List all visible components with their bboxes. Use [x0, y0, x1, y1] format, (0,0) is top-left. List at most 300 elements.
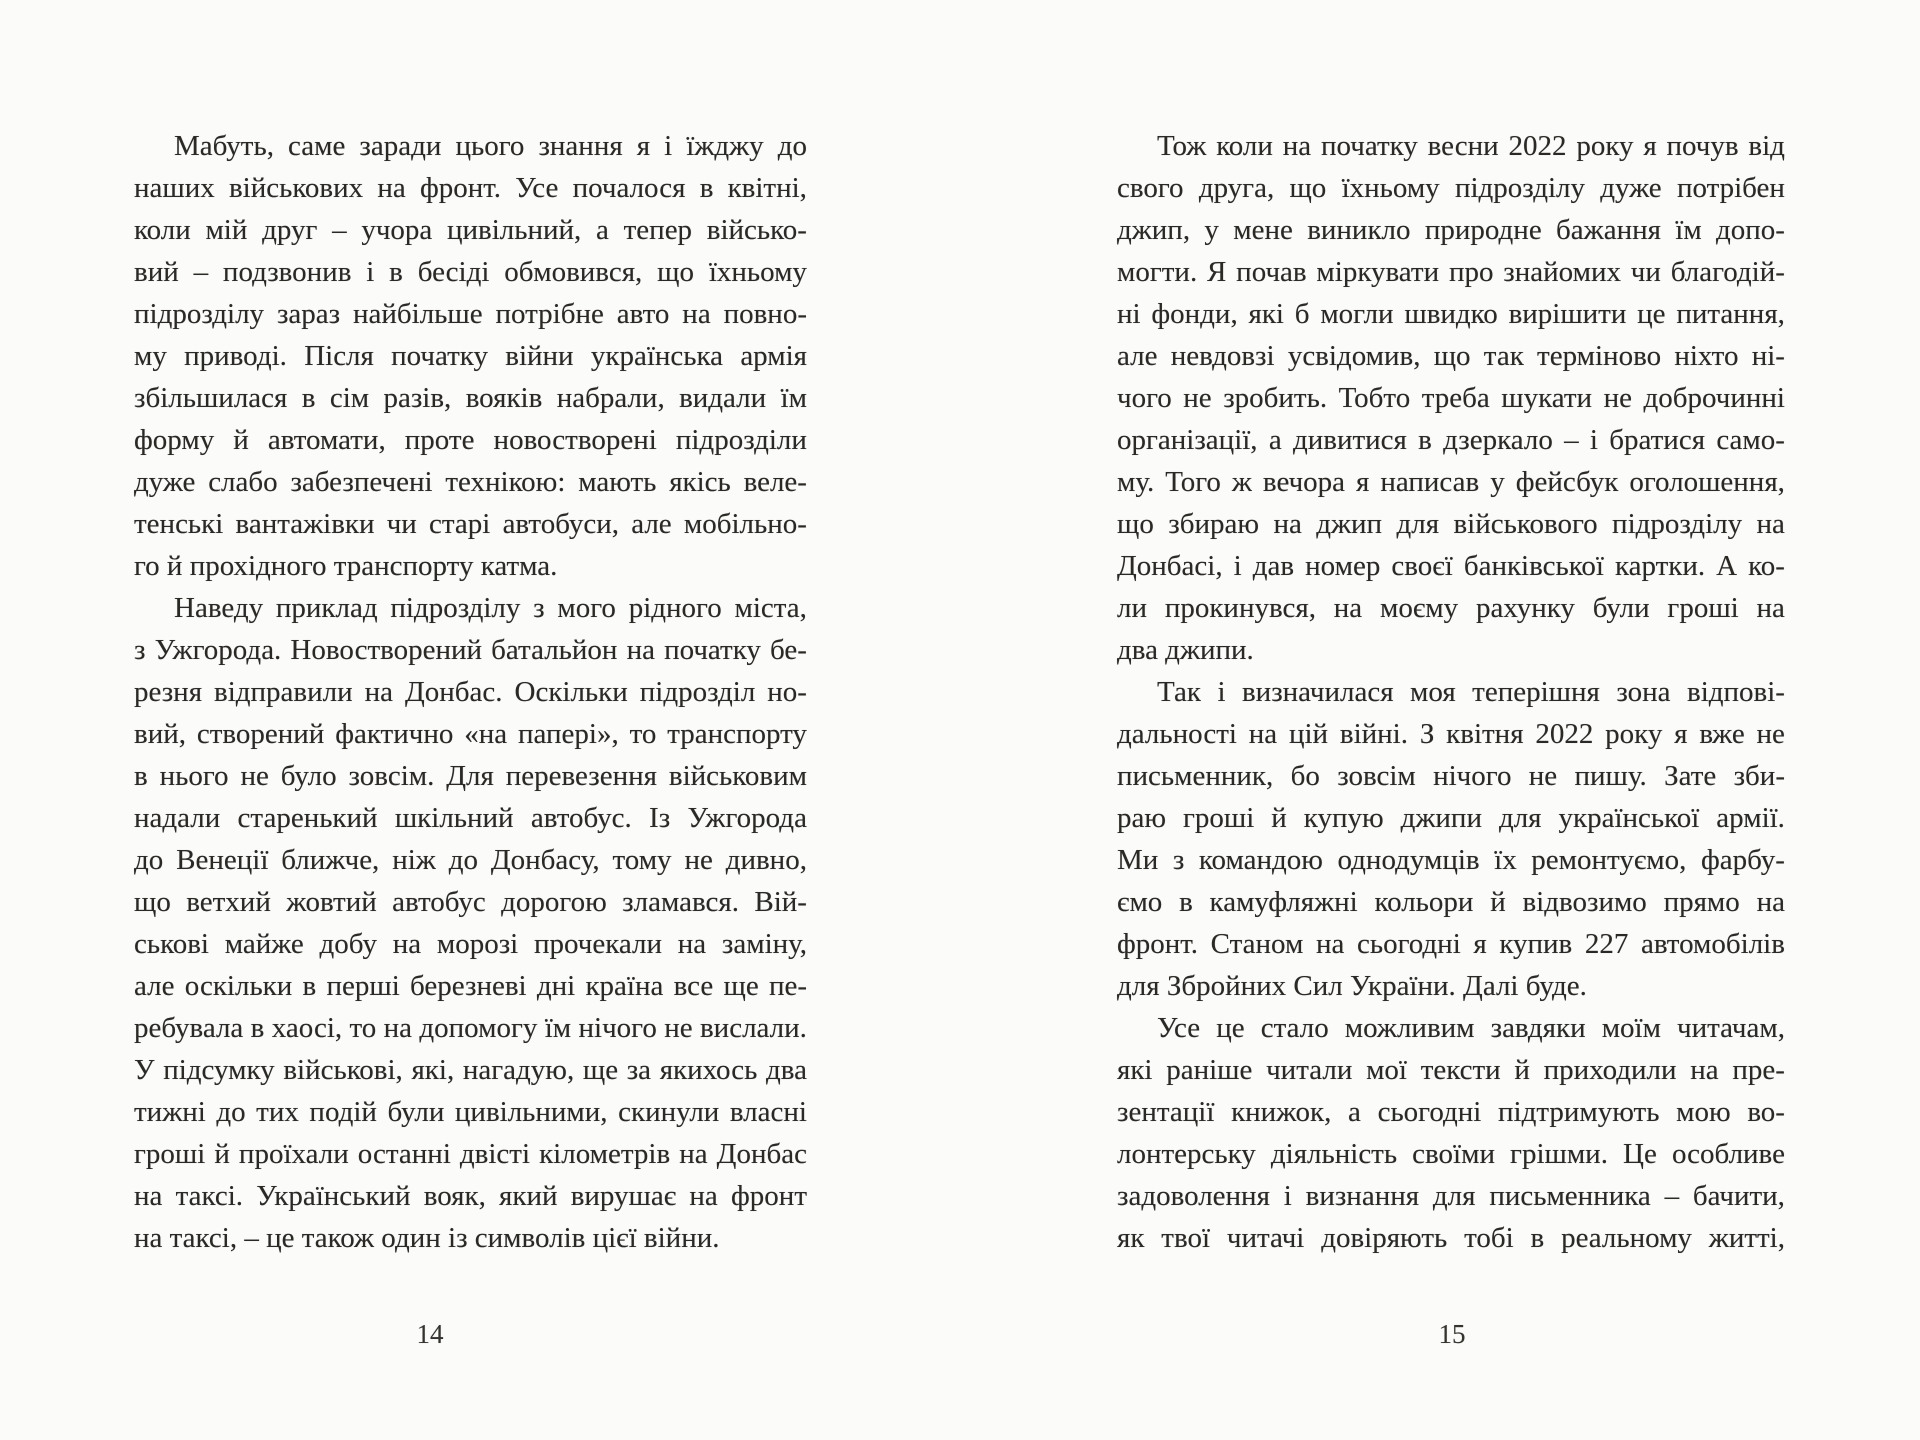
word: 2022: [1508, 130, 1567, 162]
word: вислали.: [699, 1012, 807, 1044]
word: подзвонив: [222, 256, 352, 288]
word: їхньому: [708, 256, 807, 288]
text-line: [1117, 797, 1785, 839]
text-line: [134, 209, 807, 251]
word: дуже: [134, 466, 196, 498]
word: Усе: [515, 172, 559, 204]
word: старенький: [237, 802, 378, 834]
word: і: [1283, 1180, 1292, 1212]
word: на: [1315, 928, 1345, 960]
word: на: [1756, 592, 1785, 624]
word: автобус.: [530, 802, 632, 834]
text-line: [134, 1049, 807, 1091]
word: ветхий: [186, 886, 271, 918]
word: військо-: [706, 214, 807, 246]
word: все: [673, 970, 714, 1002]
word: ближче,: [281, 844, 380, 876]
word: ні-: [1751, 340, 1785, 372]
word: Після: [304, 340, 374, 372]
word: 227: [1584, 928, 1629, 960]
text-line: [134, 629, 807, 671]
paragraph: [134, 125, 807, 587]
word: автомати,: [267, 424, 386, 456]
text-line: [134, 671, 807, 713]
word: ще: [582, 1054, 619, 1086]
word: якихось: [659, 1054, 758, 1086]
word: останні: [357, 1138, 451, 1170]
word: почав: [1236, 256, 1307, 288]
word: оголошення,: [1629, 466, 1785, 498]
word: а: [596, 214, 609, 246]
word: війни: [505, 340, 574, 372]
word: армії.: [1716, 802, 1785, 834]
text-line: [134, 251, 807, 293]
word: Наведу: [174, 592, 264, 624]
text-line: [1117, 1091, 1785, 1133]
word: в: [1530, 1222, 1545, 1254]
word: їм: [780, 382, 807, 414]
word: на: [1282, 130, 1312, 162]
word: наших: [134, 172, 215, 204]
word: я: [1356, 466, 1370, 498]
word: Зате: [1664, 760, 1717, 792]
word: в: [389, 256, 403, 288]
text-line: [1117, 923, 1785, 965]
word: читачі: [1226, 1222, 1305, 1254]
word: свого: [1117, 172, 1184, 204]
word: вирішити: [1508, 298, 1627, 330]
word: само-: [1716, 424, 1785, 456]
word: Донбас.: [404, 676, 503, 708]
word: почалося: [572, 172, 686, 204]
text-line: [134, 713, 807, 755]
word: проте: [404, 424, 475, 456]
word: збираю: [1168, 508, 1260, 540]
text-line: [134, 167, 807, 209]
word: з: [134, 634, 146, 666]
word: але: [631, 508, 672, 540]
word: за: [626, 1054, 652, 1086]
word: нагадую,: [462, 1054, 575, 1086]
word: треба: [1421, 382, 1490, 414]
word: зовсім: [1337, 760, 1416, 792]
word: морозі: [436, 928, 519, 960]
text-line: [134, 1007, 807, 1049]
word: на: [679, 1138, 708, 1170]
word: пе-: [768, 970, 807, 1002]
word: не: [1183, 382, 1212, 414]
word: Станом: [1210, 928, 1304, 960]
word: їм: [1675, 214, 1702, 246]
paragraph: [1117, 671, 1785, 1007]
word: но-: [767, 676, 807, 708]
word: учора: [361, 214, 433, 246]
word: не: [684, 844, 713, 876]
word: цивільний,: [447, 214, 582, 246]
word: відвозимо: [1522, 886, 1647, 918]
word: й: [1271, 802, 1287, 834]
word: підрозділи: [675, 424, 807, 456]
text-line: [1117, 125, 1785, 167]
word: шкільний: [394, 802, 514, 834]
text-line: [1117, 671, 1785, 713]
word: не: [664, 1012, 693, 1044]
word: рахунку: [1475, 592, 1575, 624]
paragraph: [1117, 1007, 1785, 1259]
word: резня: [134, 676, 203, 708]
word: письменника: [1489, 1180, 1651, 1212]
word: тому: [612, 844, 672, 876]
text-line: [134, 881, 807, 923]
word: –: [1664, 1180, 1680, 1212]
word: не: [1756, 718, 1785, 750]
word: кілометрів: [539, 1138, 671, 1170]
word: фронт.: [1117, 928, 1199, 960]
text-line: [134, 419, 807, 461]
word: Український: [256, 1180, 411, 1212]
word: збільшилася: [134, 382, 288, 414]
word: які,: [411, 1054, 455, 1086]
word: квітня: [1446, 718, 1524, 750]
word: письменник,: [1117, 760, 1274, 792]
word: житті,: [1708, 1222, 1785, 1254]
word: початку: [391, 340, 488, 372]
word: і: [1589, 424, 1598, 456]
word: так: [1483, 340, 1524, 372]
word: почув: [1666, 130, 1739, 162]
word: до: [216, 1096, 246, 1128]
word: прочекали: [533, 928, 662, 960]
word: усвідомив,: [1287, 340, 1421, 372]
word: лонтерську: [1117, 1138, 1256, 1170]
word: можливим: [1344, 1012, 1475, 1044]
word: бе-: [770, 634, 807, 666]
word: слабо: [208, 466, 278, 498]
word: дні: [536, 970, 576, 1002]
word: то: [629, 718, 657, 750]
word: підтримують: [1498, 1096, 1660, 1128]
word: Усе: [1157, 1012, 1201, 1044]
word: швидко: [1404, 298, 1498, 330]
word: весни: [1427, 130, 1499, 162]
word: сьогодні: [1377, 1096, 1482, 1128]
word: чи: [386, 508, 417, 540]
word: допомогу: [419, 1012, 538, 1044]
word: зламався.: [622, 886, 739, 918]
word: до: [448, 844, 478, 876]
word: раніше: [1166, 1054, 1253, 1086]
word: надали: [134, 802, 221, 834]
word: то: [349, 1012, 377, 1044]
word: ко-: [1748, 550, 1785, 582]
word: форму: [134, 424, 215, 456]
word: власні: [729, 1096, 807, 1128]
word: оскільки: [184, 970, 293, 1002]
word: видали: [679, 382, 767, 414]
word: початку: [1320, 130, 1418, 162]
word: прямо: [1663, 886, 1740, 918]
word: допо-: [1716, 214, 1785, 246]
word: створений: [196, 718, 325, 750]
word: вояк,: [423, 1180, 486, 1212]
word: підрозділу: [1612, 508, 1743, 540]
word: мають: [578, 466, 657, 498]
word: і: [1233, 550, 1242, 582]
word: книжок,: [1231, 1096, 1332, 1128]
word: до: [777, 130, 807, 162]
text-line: [1117, 1175, 1785, 1217]
word: банківської: [1463, 550, 1604, 582]
text-line: [1117, 167, 1785, 209]
word: гроші: [134, 1138, 206, 1170]
word: для: [1396, 508, 1440, 540]
word: вантажівки: [235, 508, 375, 540]
word: вечора: [1262, 466, 1346, 498]
word: й: [214, 1138, 230, 1170]
word: як: [1117, 1222, 1145, 1254]
word: визначилася: [1241, 676, 1394, 708]
text-line: [1117, 713, 1785, 755]
word: перевезення: [505, 760, 657, 792]
word: раю: [1117, 802, 1167, 834]
word: подій: [309, 1096, 377, 1128]
word: і: [1217, 676, 1226, 708]
word: Донбасі,: [1117, 550, 1223, 582]
word: але: [134, 970, 175, 1002]
word: їм: [544, 1012, 572, 1044]
word: майже: [224, 928, 304, 960]
word: Із: [649, 802, 671, 834]
word: дальності: [1117, 718, 1237, 750]
word: мої: [1366, 1054, 1407, 1086]
text-line: [1117, 461, 1785, 503]
word: які: [1248, 298, 1284, 330]
word: Ми: [1117, 844, 1159, 876]
text-line: [134, 587, 807, 629]
word: ж: [1231, 466, 1252, 498]
word: фарбу-: [1700, 844, 1785, 876]
word: це: [1637, 298, 1666, 330]
word: чи: [1630, 256, 1661, 288]
word: перші: [326, 970, 400, 1002]
word: українська: [590, 340, 724, 372]
word: Тож: [1157, 130, 1207, 162]
word: во-: [1747, 1096, 1785, 1128]
word: цього: [455, 130, 525, 162]
word: не: [1603, 382, 1632, 414]
word: двісті: [459, 1138, 531, 1170]
text-line: [134, 839, 807, 881]
word: пишу.: [1574, 760, 1647, 792]
word: У: [134, 1054, 155, 1086]
text-line: [134, 923, 807, 965]
word: їх: [1494, 844, 1517, 876]
word: в: [134, 760, 148, 792]
text-line: [134, 293, 807, 335]
text-line: [134, 377, 807, 419]
word: таксі.: [175, 1180, 244, 1212]
word: фонди,: [1151, 298, 1238, 330]
word: технікою:: [445, 466, 566, 498]
word: жовтий: [286, 886, 377, 918]
word: ще: [723, 970, 759, 1002]
word: це: [1216, 1012, 1245, 1044]
word: про: [1448, 256, 1494, 288]
word: Донбас: [716, 1138, 807, 1170]
word: ли: [1117, 592, 1147, 624]
word: я: [1473, 928, 1487, 960]
word: відпові-: [1687, 676, 1785, 708]
text-line: [1117, 839, 1785, 881]
word: Венеції: [176, 844, 269, 876]
word: питання,: [1676, 298, 1785, 330]
word: заради: [359, 130, 442, 162]
word: на: [689, 1180, 718, 1212]
word: ємо: [1117, 886, 1163, 918]
word: разів,: [383, 382, 452, 414]
word: коли: [1216, 130, 1273, 162]
text-line: [1117, 209, 1785, 251]
word: сьогодні: [1356, 928, 1461, 960]
word: в: [699, 172, 714, 204]
word: який: [499, 1180, 558, 1212]
word: твої: [1161, 1222, 1211, 1254]
word: на: [626, 634, 655, 666]
word: автомобілів: [1640, 928, 1785, 960]
word: Ужгорода: [687, 802, 807, 834]
text-line: [1117, 419, 1785, 461]
word: української: [1558, 802, 1700, 834]
word: не: [1528, 760, 1558, 792]
word: були: [387, 1096, 445, 1128]
word: міркувати: [1316, 256, 1440, 288]
text-line: [134, 1133, 807, 1175]
word: підрозділу: [1454, 172, 1585, 204]
word: підрозділу: [390, 592, 521, 624]
word: на: [392, 928, 422, 960]
text-line: [134, 125, 807, 167]
word: для: [1432, 1180, 1476, 1212]
text-line: [134, 461, 807, 503]
word: доброчинні: [1643, 382, 1785, 414]
page-left-number: 14: [416, 1319, 444, 1349]
word: в: [250, 1012, 265, 1044]
word: а: [1268, 424, 1282, 456]
word: кольори: [1374, 886, 1474, 918]
word: дивно,: [725, 844, 807, 876]
word: організації,: [1117, 424, 1258, 456]
word: нічого: [1433, 760, 1512, 792]
word: ребувала: [134, 1012, 244, 1044]
word: моя: [1410, 676, 1456, 708]
word: камуфляжні: [1209, 886, 1358, 918]
word: забезпечені: [290, 466, 433, 498]
word: грішми.: [1510, 1138, 1608, 1170]
word: дуже: [1600, 172, 1662, 204]
word: їхньому: [1341, 172, 1440, 204]
word: задоволення: [1117, 1180, 1270, 1212]
word: фактично: [335, 718, 454, 750]
word: фейсбук: [1515, 466, 1619, 498]
word: війні.: [1339, 718, 1408, 750]
word: зовсім.: [348, 760, 435, 792]
word: джип,: [1117, 214, 1191, 246]
word: бачити,: [1692, 1180, 1785, 1212]
text-line: на таксі, – це також один із символів цієї війни.: [134, 1222, 720, 1254]
word: їжджу: [686, 130, 764, 162]
word: й: [233, 424, 249, 456]
paragraph: [134, 587, 807, 1259]
word: два: [766, 1054, 807, 1086]
text-line: два джипи.: [1117, 634, 1254, 666]
word: тих: [256, 1096, 299, 1128]
page-right-text: [1117, 125, 1785, 1259]
word: знайомих: [1503, 256, 1621, 288]
word: Для: [446, 760, 494, 792]
word: Тобто: [1338, 382, 1411, 414]
word: і: [664, 130, 673, 162]
word: ніж: [392, 844, 436, 876]
word: Вій-: [754, 886, 807, 918]
word: Того: [1165, 466, 1221, 498]
word: на: [377, 172, 406, 204]
word: березневі: [410, 970, 527, 1002]
word: новостворені: [493, 424, 657, 456]
word: теперішня: [1472, 676, 1600, 708]
word: було: [280, 760, 337, 792]
word: що: [1433, 340, 1471, 372]
word: однодумців: [1337, 844, 1480, 876]
word: Донбасу,: [490, 844, 600, 876]
word: старі: [429, 508, 491, 540]
word: на: [682, 298, 711, 330]
text-line: [1117, 587, 1785, 629]
text-line: [134, 503, 807, 545]
word: на: [1333, 592, 1363, 624]
word: армія: [740, 340, 807, 372]
word: у: [1490, 466, 1505, 498]
text-line: для Збройних Сил України. Далі буде.: [1117, 970, 1587, 1002]
word: вояків: [465, 382, 543, 414]
word: ремонтуємо,: [1531, 844, 1687, 876]
word: стало: [1260, 1012, 1329, 1044]
page-right-number: 15: [1438, 1319, 1466, 1349]
word: року: [1605, 718, 1663, 750]
word: я: [1643, 130, 1657, 162]
word: мою: [1676, 1096, 1731, 1128]
word: купую: [1303, 802, 1384, 834]
word: тенські: [134, 508, 224, 540]
word: тепер: [623, 214, 693, 246]
word: скинули: [618, 1096, 720, 1128]
word: батальйон: [491, 634, 618, 666]
text-line: [134, 335, 807, 377]
word: особливе: [1671, 1138, 1785, 1170]
word: моїм: [1601, 1012, 1661, 1044]
word: Так: [1157, 676, 1201, 708]
word: бажання: [1556, 214, 1661, 246]
word: у: [1204, 214, 1219, 246]
word: сім: [329, 382, 370, 414]
word: проїхали: [238, 1138, 349, 1170]
word: з: [533, 592, 545, 624]
word: в: [1418, 424, 1432, 456]
word: «на: [464, 718, 508, 750]
word: фронт.: [419, 172, 502, 204]
word: реальному: [1561, 1222, 1692, 1254]
word: військові,: [283, 1054, 403, 1086]
text-line: го й прохідного транспорту катма.: [134, 550, 558, 582]
